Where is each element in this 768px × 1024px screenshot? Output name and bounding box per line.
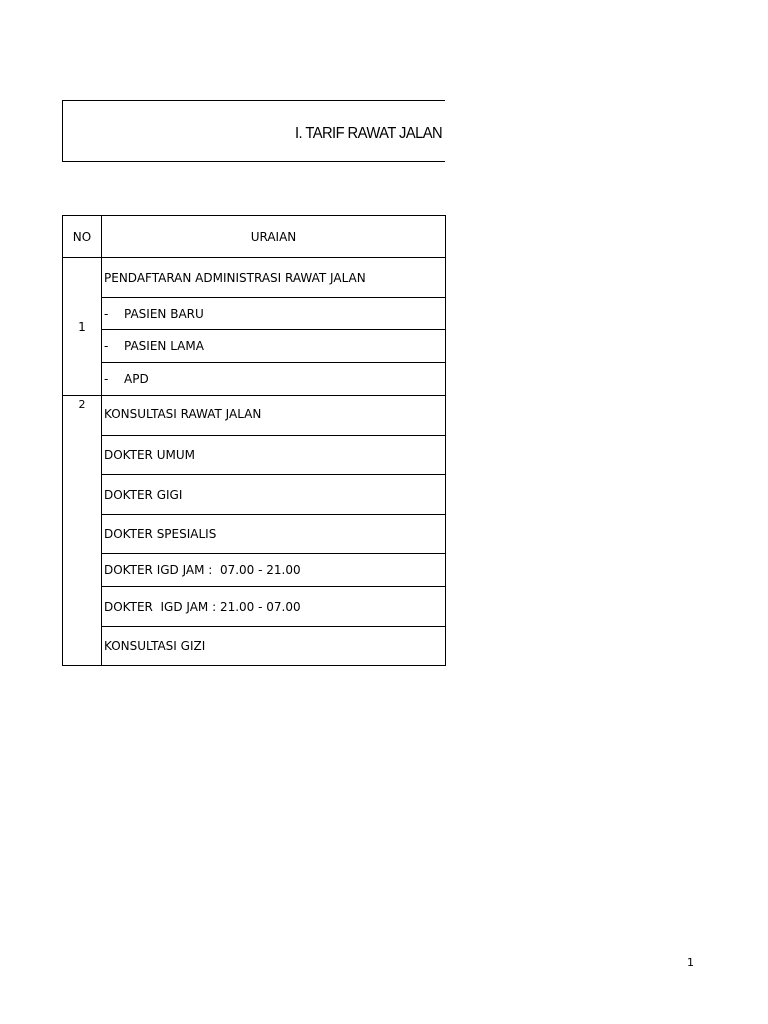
table-row (104, 363, 444, 395)
item-label: DOKTER UMUM (104, 448, 195, 462)
dash-marker: - (104, 306, 109, 321)
item-label: APD (124, 372, 149, 386)
page-title: I. TARIF RAWAT JALAN (295, 125, 443, 142)
item-label: DOKTER GIGI (104, 487, 183, 502)
row-number-label: 1 (78, 319, 86, 334)
title-box (62, 100, 445, 162)
table-row (104, 258, 444, 297)
table-row (104, 396, 444, 431)
row-number (63, 396, 101, 412)
table-border-bottom (62, 665, 446, 666)
table-row (104, 475, 444, 514)
item-label: PASIEN LAMA (124, 339, 204, 353)
header-uraian (102, 216, 445, 257)
table-row (104, 436, 444, 474)
table-row (104, 554, 444, 586)
dash-marker: - (104, 372, 109, 386)
table-row (104, 587, 444, 626)
table-row (104, 330, 444, 362)
header-no-label: NO (72, 229, 92, 244)
row-number-label: 2 (78, 397, 86, 411)
row-number (63, 258, 101, 395)
section-heading: PENDAFTARAN ADMINISTRASI RAWAT JALAN (104, 270, 366, 285)
header-uraian-label: URAIAN (250, 229, 297, 244)
item-label: DOKTER IGD JAM : 21.00 - 07.00 (104, 599, 301, 614)
item-label: DOKTER IGD JAM : 07.00 - 21.00 (104, 563, 301, 577)
item-label: KONSULTASI GIZI (104, 639, 206, 653)
table-row (104, 627, 444, 665)
section-heading: KONSULTASI RAWAT JALAN (104, 406, 262, 421)
page-number: 1 (687, 956, 694, 969)
table-border-divider (101, 215, 102, 666)
dash-marker: - (104, 339, 109, 353)
table-row (104, 515, 444, 553)
header-no (63, 216, 101, 257)
table-row (104, 298, 444, 329)
item-label: DOKTER SPESIALIS (104, 527, 217, 541)
table-border-right (445, 215, 446, 666)
item-label: PASIEN BARU (124, 306, 204, 321)
